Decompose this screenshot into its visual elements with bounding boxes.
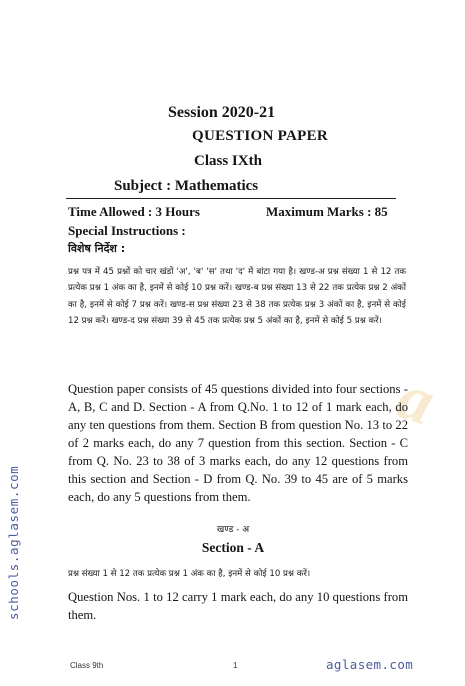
footer-page-number: 1 xyxy=(233,661,238,670)
section-a-heading: Section - A xyxy=(201,540,265,555)
section-a-instructions-english: Question Nos. 1 to 12 carry 1 mark each, do any 10 questions from them. xyxy=(68,590,408,622)
aglasem-logo-watermark: a xyxy=(389,359,444,440)
instructions-english: Question paper consists of 45 questions divided into four sections - A, B, C and D. Section - A from Q.No. 1 to 12 of 1 mark each, do any ten questions from them. Section B from question No. 13 to 22 of 2 marks each, do any 7 question from this section. Section - C from Q. No. 23 to 38 of 3 marks each, do any 12 questions from this section and Section - D from Q. No. 39 to 45 are of 5 marks each, do any 5 questions from them. xyxy=(68,382,408,504)
maximum-marks: Maximum Marks : 85 xyxy=(266,204,388,219)
section-a-instructions-hindi: प्रश्न संख्या 1 से 12 तक प्रत्येक प्रश्न 1 अंक का है, इनमें से कोई 10 प्रश्न करें। xyxy=(68,569,311,579)
time-allowed: Time Allowed : 3 Hours xyxy=(68,204,200,219)
special-instructions-heading-hindi: विशेष निर्देश : xyxy=(68,242,126,255)
footer-class-label: Class 9th xyxy=(70,661,104,670)
class-title: Class IXth xyxy=(194,153,262,169)
subject-title: Subject : Mathematics xyxy=(114,178,259,194)
footer-url-watermark: aglasem.com xyxy=(326,657,414,672)
document-title: QUESTION PAPER xyxy=(192,128,329,144)
instructions-hindi: प्रश्न पत्र में 45 प्रश्नों को चार खंडों 'अ', 'ब' 'स' तथा 'द' में बांटा गया है। खण्ड-अ प्रश्न संख्या 1 से 12 तक प्रत्येक प्रश्न 1 अंक का है, इनमें से कोई 10 प्रश्न करें। खण्ड-ब प्रश्न संख्या 13 से 22 तक प्रत्येक प्रश्न 2 अंकों का है, इनमें से कोई 7 प्रश्न करें। खण्ड-स प्रश्न संख्या 23 से 38 तक प्रत्येक प्रश्न 3 अंकों का है, इनमें से कोई 12 प्रश्न करें। खण्ड-द प्रश्न संख्या 39 से 45 तक प्रत्येक प्रश्न 5 अंकों का है, इनमें से कोई 5 प्रश्न करें। xyxy=(68,267,406,327)
section-a-heading-hindi: खण्ड - अ xyxy=(216,525,250,535)
special-instructions-heading: Special Instructions : xyxy=(68,223,186,238)
header-divider xyxy=(66,198,396,199)
session-title: Session 2020-21 xyxy=(168,104,276,121)
side-url-watermark: schools.aglasem.com xyxy=(6,465,21,620)
